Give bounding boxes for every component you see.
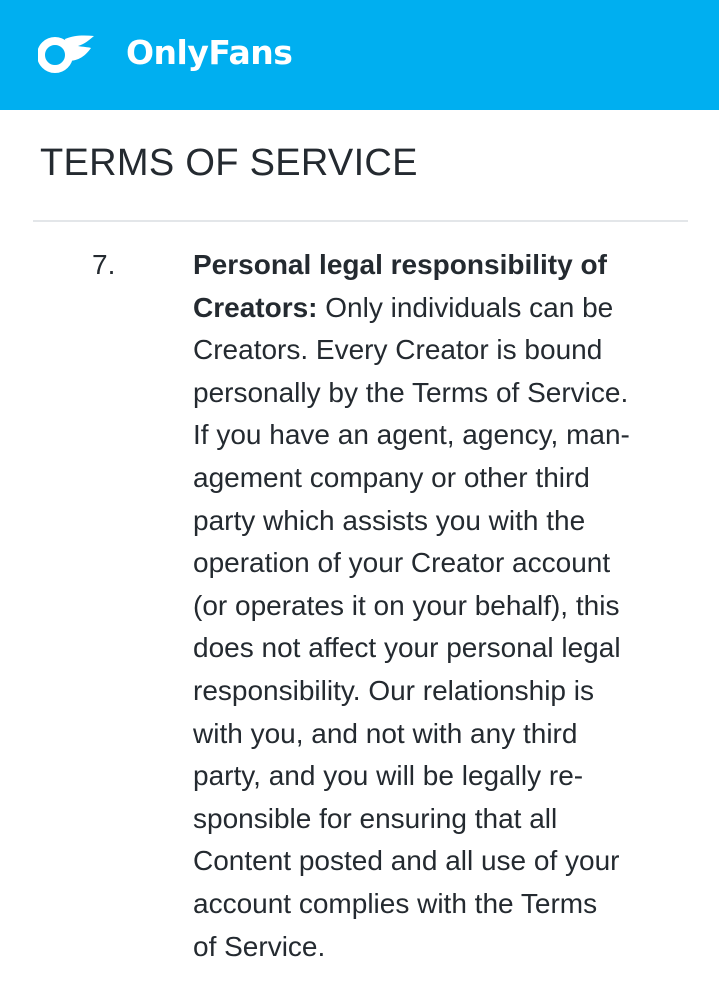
clause-body-line: account complies with the Terms (193, 887, 598, 919)
home-logo-link[interactable] (38, 30, 292, 76)
clause-number: 7. (92, 249, 116, 280)
page-title: TERMS OF SERVICE (40, 142, 418, 184)
clause-body-fragment: Only individuals can be (317, 291, 614, 323)
top-bar (0, 0, 719, 110)
clause-mixed-line (193, 287, 698, 330)
clause-body-line: party, and you will be legally re- (193, 760, 584, 792)
section-divider (33, 220, 688, 222)
clause-body-line: with you, and not with any third (193, 717, 578, 749)
clause-body-line: If you have an agent, agency, man- (193, 419, 630, 451)
clause-body-line: operation of your Creator account (193, 547, 611, 579)
clause-body-line: of Service. (193, 930, 326, 962)
clause-body-line: does not affect your personal legal (193, 632, 621, 664)
clause-body-line: (or operates it on your behalf), this (193, 589, 620, 621)
clause-heading-line: Personal legal responsibility of (193, 249, 607, 280)
clause-body-line: sponsible for ensuring that all (193, 802, 558, 834)
clause-body-line: responsibility. Our relationship is (193, 674, 594, 706)
clause-heading-line: Creators: (193, 291, 318, 323)
onlyfans-logo-icon (38, 30, 96, 76)
brand-name: OnlyFans (126, 33, 293, 72)
clause-text (193, 244, 698, 968)
clause-body-line: party which assists you with the (193, 504, 586, 536)
clause-body-line: Content posted and all use of your (193, 845, 620, 877)
clause-body-line: agement company or other third (193, 461, 590, 493)
clause-body-line: personally by the Terms of Service. (193, 376, 629, 408)
clause-body-line: Creators. Every Creator is bound (193, 334, 603, 366)
